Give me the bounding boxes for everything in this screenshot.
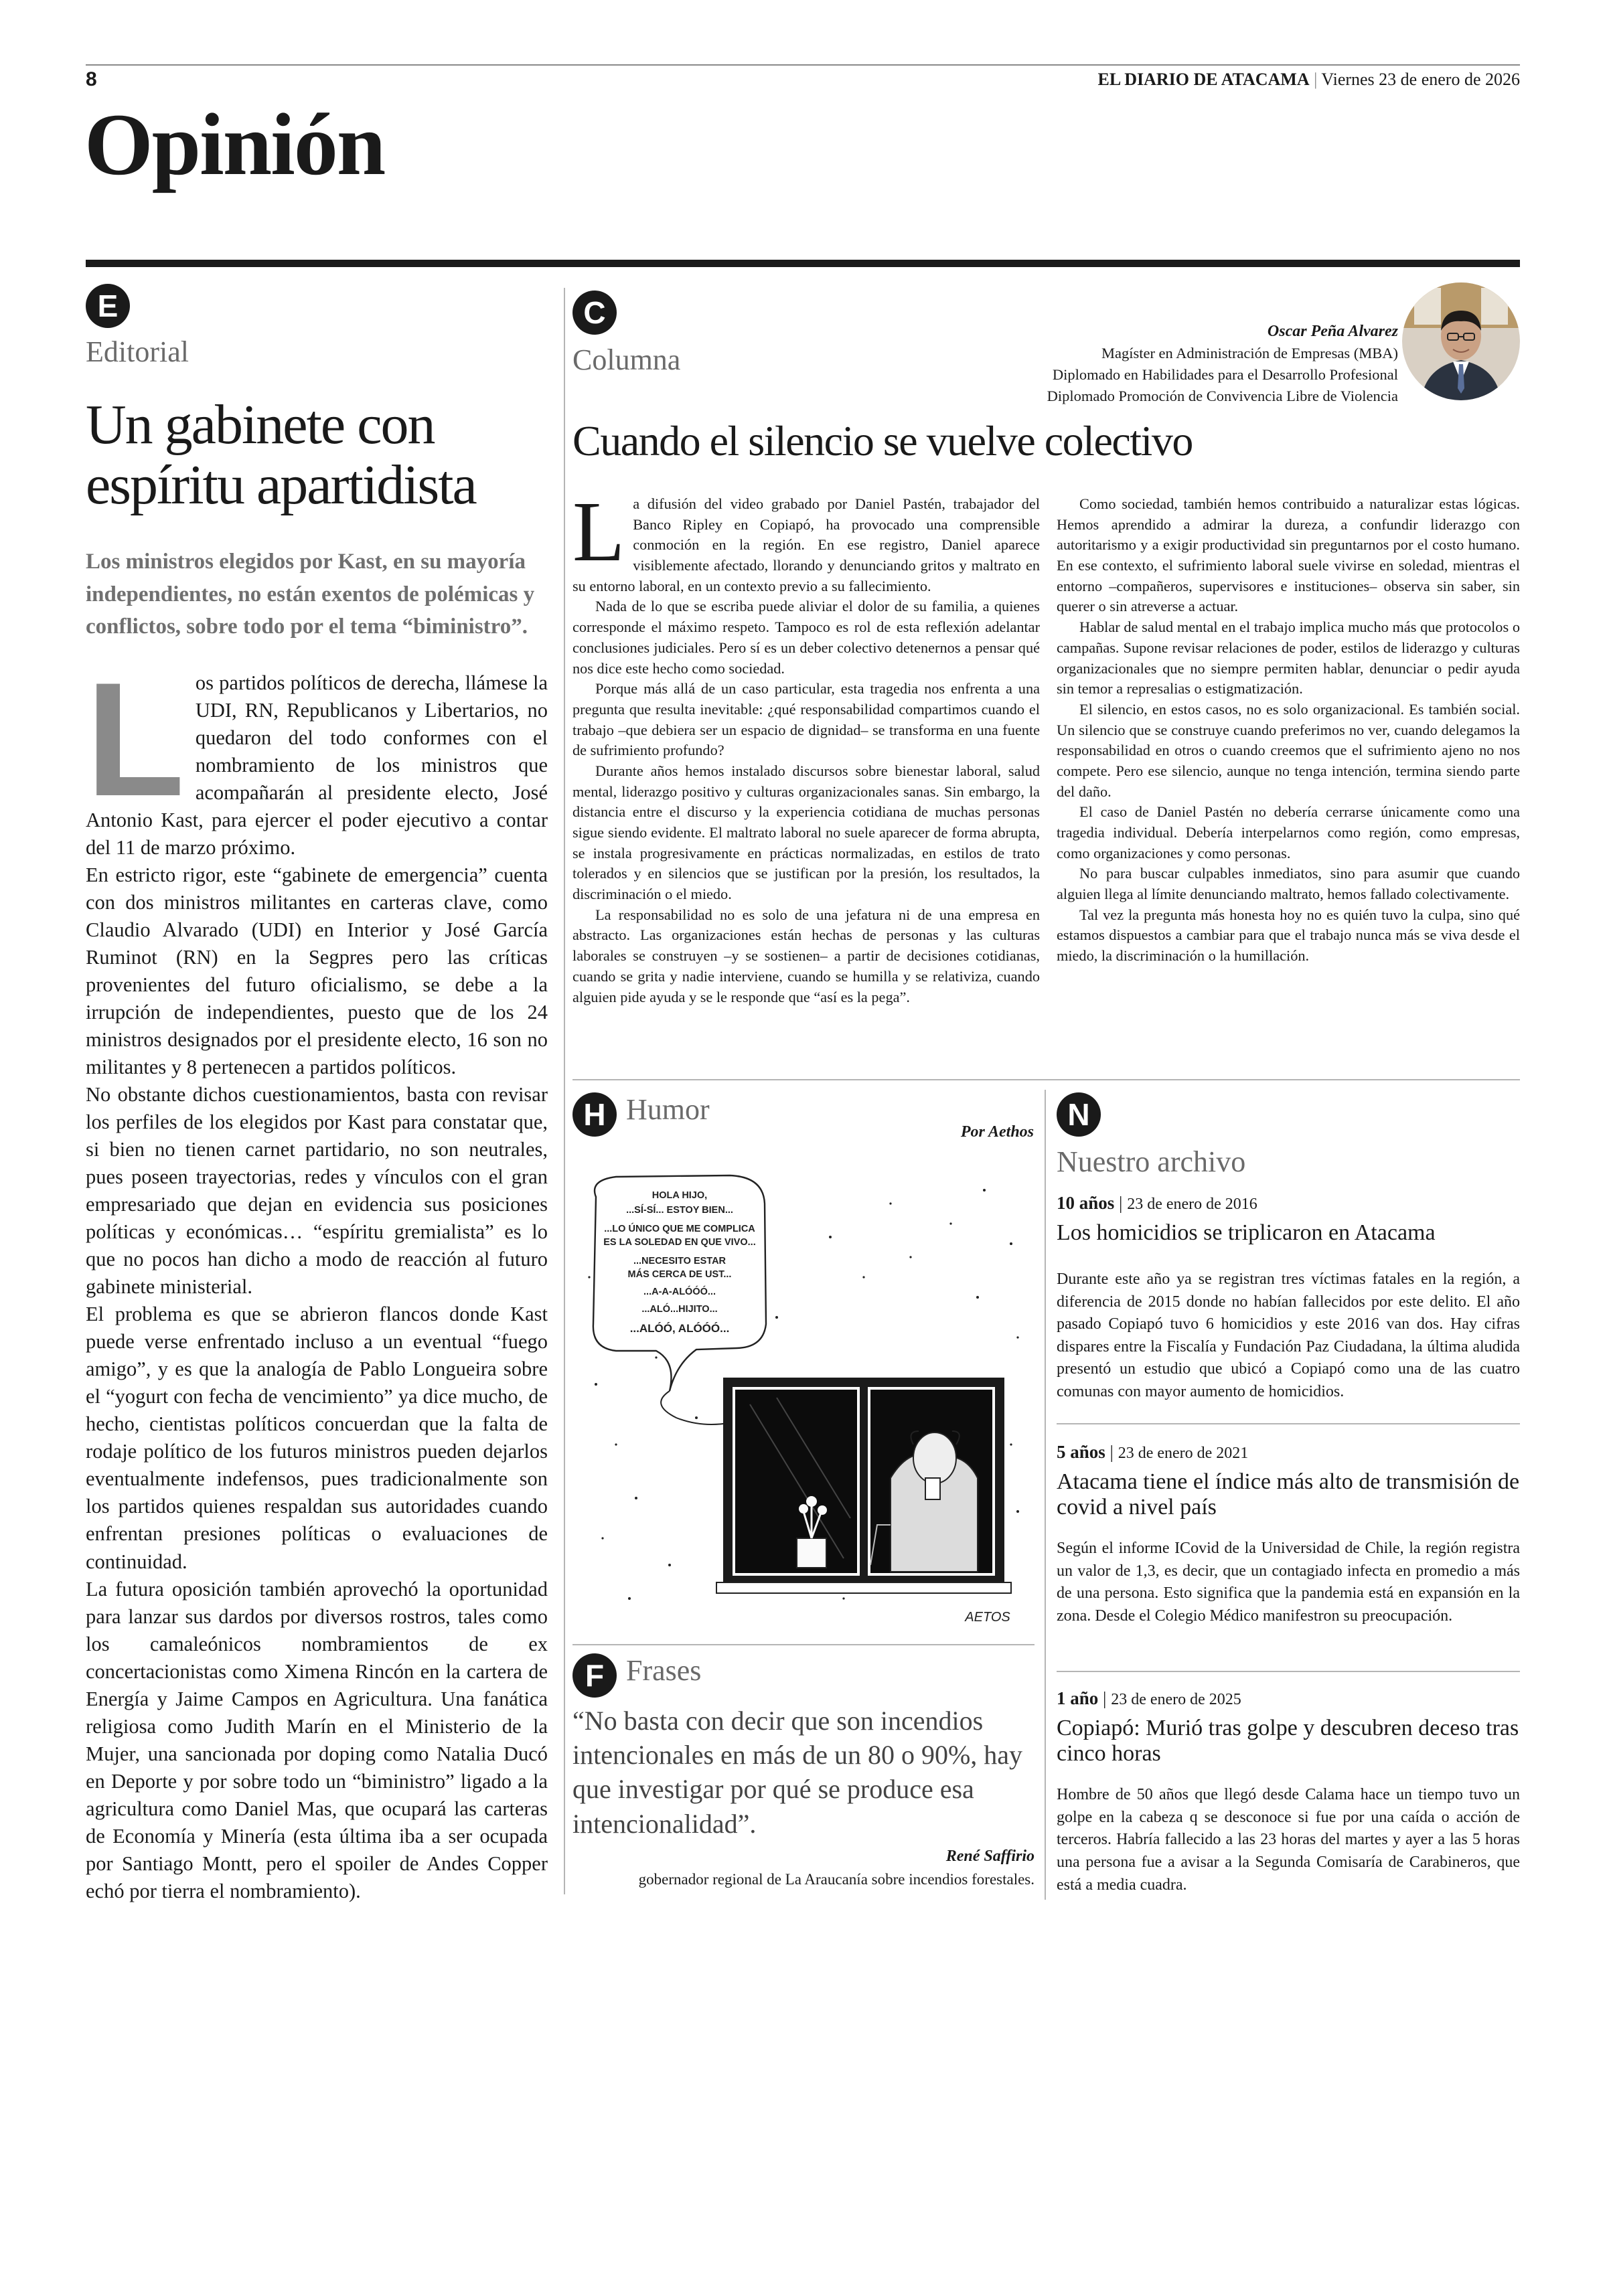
editorial-body [86,649,548,1905]
editorial-paragraph: El problema es que se abrieron flancos donde Kast puede verse enfrentado incluso a un eventual “fuego amigo”, y es que la analogía de Pablo Longueira sobre el “yogurt con fecha de vencimiento” ya dice mucho, de hecho, cientistas políticos concuerdan que la falta de rodaje político de los futuros ministros pueden dejarlos eventualmente indefensos, pues tradicionalmente son los partidos quienes respaldan sus autoridades cuando enfrentan presiones políticas o evaluaciones de continuidad. [86,1303,548,1573]
humor-bottom-rule [572,1644,1035,1645]
header-top-rule [86,64,1520,66]
archive-body: Según el informe ICovid de la Universidad de Chile, la región registra un valor de 1,3, es decir, que un contagiado infecta en promedio a más de una persona. Esto significa que la pandemia está en expansión en la zona. Desde el Colegio Médico manifestron su preocupación. [1057,1540,1520,1625]
column-paragraph: La responsabilidad no es solo de una jefatura ni de una empresa en abstracto. Las organizaciones están hechas de personas y las culturas laborales se construyen –y se sostienen– a partir de decisiones cotidianas, cuando se grita y nadie interviene, cuando se humilla y se relativiza, cuando alguien pide ayuda y se le responde que “así es la pega”. [572,906,1040,1005]
archive-date: 23 de enero de 2025 [1111,1691,1241,1708]
column-body-right [1057,494,1520,967]
archive-headline: Atacama tiene el índice más alto de transmisión de covid a nivel país [1057,1469,1520,1520]
editorial-headline: Un gabinete con espíritu apartidista [86,394,476,516]
column-paragraph: Porque más allá de un caso particular, esta tragedia nos enfrenta a una pregunta que resulta inevitable: ¿qué responsabilidad compartimos cuando el trabajo –que debiera ser un espacio de dignidad– se transforma en una fuente de sufrimiento profundo? [572,680,1040,759]
quote-author: René Saffirio [945,1848,1035,1865]
bubble-line: ...NECESITO ESTAR [633,1256,726,1266]
archive-divider [1045,1090,1046,1900]
editorial-paragraph: No obstante dichos cuestionamientos, basta con revisar los perfiles de los elegidos por Kast para constatar que, si bien no tienen carnet partidario, no son neutrales, pues poseen trayectorias, redes y vínculos con el gran empresariado que dejan en evidencia sus posiciones políticas y económicas… “espíritu gremialista” es lo que no pocos han dicho a modo de reacción al futuro gabinete ministerial. [86,1083,548,1299]
archive-body: Durante este año ya se registran tres víctimas fatales en la región, a diferencia de 2015 donde no habían fallecidos por este delito. El año pasado Copiapó tuvo 6 homicidios y este 2016 van dos. Hay cifras dispares entre la Fiscalía y Fundación Paz Ciudadana, la última aludida presentó un estudio que ubicó a Copiapó como una de las cuatro comunas con mayor aumento de homicidios. [1057,1270,1520,1401]
archive-headline: Los homicidios se triplicaron en Atacama [1057,1220,1436,1245]
column-label: Columna [572,343,681,376]
column-paragraph: Hablar de salud mental en el trabajo implica mucho más que protocolos o campañas. Supone revisar relaciones de poder, estilos de liderazgo y culturas organizacionales que no siempre permiten hablar, denunciar o pedir ayuda sin temor a represalias o estigmatización. [1057,619,1520,698]
editorial-label: Editorial [86,335,189,368]
quote-author-role: gobernador regional de La Araucanía sobre incendios forestales. [638,1871,1035,1888]
quote-text: “No basta con decir que son incendios intencionales en más de un 80 o 90%, hay que investigar por qué se produce esa intencionalidad”. [572,1706,1023,1839]
archive-meta-separator: | [1103,1688,1112,1708]
archive-item [1057,1442,1520,1628]
archive-meta-separator: | [1109,1442,1118,1462]
author-credential: Diplomado Promoción de Convivencia Libre de Violencia [1047,387,1398,404]
column-paragraph: Como sociedad, también hemos contribuido a naturalizar estas lógicas. Hemos aprendido a admirar la dureza, a confundir liderazgo con autoritarismo y a exigir productividad sin preguntarnos por el costo humano. En ese contexto, el sufrimiento laboral suele vivirse en soledad, mientras el entorno –compañeros, supervisores e instituciones– observa sin saber, sin querer o sin atreverse a actuar. [1057,495,1520,615]
archive-body: Hombre de 50 años que llegó desde Calama hace un tiempo tuvo un golpe en la cabeza q se desconoce si fue por una caída o acción de terceros. Habría fallecido a las 23 horas del martes y ayer a las 5 horas una persona fue a avisar a la Segunda Comisaría de Carabineros, que está a media cuadra. [1057,1786,1520,1894]
archive-item-meta [1057,1193,1520,1214]
newspaper-name: EL DIARIO DE ATACAMA [1097,70,1310,89]
editorial-paragraph: En estricto rigor, este “gabinete de emergencia” cuenta con dos ministros militantes en carteras clave, como Claudio Alvarado (UDI) en Interior y José García Ruminot (RN) en la Segpres pero las críticas provenientes del futuro oficialismo, se debe a la irrupción de independientes, puesto que de los 24 ministros designados por el presidente electo, 16 son no militantes y 8 pertenecen a partidos políticos. [86,864,548,1079]
column-paragraph: Durante años hemos instalado discursos sobre bienestar laboral, salud mental, liderazgo positivo y culturas organizacionales sanas. Sin embargo, la distancia entre el discurso y la experiencia cotidiana de muchas personas sigue siendo evidente. El maltrato laboral no suele aparecer de forma abrupta, se instala progresivamente en prácticas normalizadas, en estilos de trato tolerados y en silencios que se justifican por la presión, los resultados, la discriminación o el miedo. [572,762,1040,903]
archive-item-meta [1057,1688,1520,1709]
column-paragraph: El caso de Daniel Pastén no debería cerrarse únicamente como una tragedia individual. Debería interpelarnos como región, como empresas, como organizaciones y como personas. [1057,803,1520,862]
quotes-badge: F [572,1653,617,1698]
column-paragraph: Nada de lo que se escriba puede aliviar el dolor de su familia, a quienes corresponde el máximo respeto. Tampoco es rol de esta reflexión adelantar conclusiones judiciales. Pero sí es un deber colectivo detenernos a pensar qué nos dice este hecho como sociedad. [572,598,1040,677]
window-drawing [716,1378,1011,1593]
column-drop-cap: L [572,484,625,579]
bubble-line: HOLA HIJO, [652,1190,708,1201]
bubble-line: ...A-A-ALÓÓÓ... [643,1287,716,1297]
archive-years: 5 años [1057,1442,1105,1462]
archive-item [1057,1688,1520,1896]
column-paragraph: Tal vez la pregunta más honesta hoy no es quién tuvo la culpa, sino qué estamos dispuestos a cambiar para que el trabajo nunca más se viva desde el miedo, la discriminación o la humillación. [1057,906,1520,965]
section-title: Opinión [84,95,385,193]
bubble-line: ...SÍ-SÍ... ESTOY BIEN... [626,1205,733,1216]
masthead-separator: | [1314,70,1322,89]
author-name: Oscar Peña Alvarez [1267,323,1398,340]
bubble-line: ES LA SOLEDAD EN QUE VIVO... [603,1237,756,1248]
bubble-line: ...ALÓÓ, ALÓÓÓ... [629,1322,730,1335]
editorial-lead: Los ministros elegidos por Kast, en su mayoría independientes, no están exentos de polémicas y conflictos, sobre todo por el tema “biministro”. [86,550,535,639]
humor-label: Humor [626,1093,710,1126]
archive-item-rule [1057,1671,1520,1672]
bubble-line: ...LO ÚNICO QUE ME COMPLICA [604,1224,755,1234]
cartoon-signature: AETOS [965,1610,1010,1625]
column-paragraph: La difusión del video grabado por Daniel Pastén, trabajador del Banco Ripley en Copiapó, ha provocado una comprensible conmoción en la región. En ese registro, Daniel aparece visiblemente afectado, llorando y denunciando gritos y maltrato en su entorno laboral, en un contexto previo a su fallecimiento. [572,484,1040,594]
column-body-left [572,484,1040,1007]
archive-item-rule [1057,1423,1520,1424]
archive-item-meta [1057,1442,1520,1463]
editorial-badge: E [86,284,130,328]
cartoon-illustration [576,1163,1038,1632]
editorial-drop-cap: L [86,649,185,830]
editorial-paragraph: Los partidos políticos de derecha, llámese la UDI, RN, Republicanos y Libertarios, no quedaron del todo conformes con el nombramiento de los ministros que acompañarán al presidente electo, José Antonio Kast, para ejercer el poder ejecutivo a contar del 11 de marzo próximo. [86,649,548,859]
humor-byline: Por Aethos [960,1123,1034,1141]
archive-headline: Copiapó: Murió tras golpe y descubren deceso tras cinco horas [1057,1716,1519,1767]
quotes-label: Frases [626,1654,702,1687]
column-badge: C [572,291,617,335]
column-bottom-rule [572,1079,1520,1080]
author-credential: Diplomado en Habilidades para el Desarrollo Profesional [1052,366,1398,384]
column-paragraph: El silencio, en estos casos, no es solo organizacional. Es también social. Un silencio que se construye cuando preferimos no ver, cuando delegamos la responsabilidad en otros o cuando creemos que el sufrimiento ajeno no nos compete. Pero ese silencio, aunque no tenga intención, termina siendo parte del daño. [1057,700,1520,800]
editorial-paragraph: La futura oposición también aprovechó la oportunidad para lanzar sus dardos por diversos rostros, tales como los camaleónicos nombramientos de ex concertacionistas como Ximena Rincón en la cartera de Energía y Jaime Campos en Agricultura. Una fanática religiosa como Judith Marín en el Ministerio de la Mujer, una sancionada por doping como Natalia Ducó en Deporte y por sobre todo un “biministro” ligado a la agricultura como Daniel Mas, que ocupará las carteras de Economía y Minería (esta última iba a ser ocupada por Santiago Montt, pero el spoiler de Andes Copper echó por tierra el nombramiento). [86,1577,548,1902]
editorial-column-divider [564,288,565,1894]
archive-years: 10 años [1057,1193,1115,1213]
archive-years: 1 año [1057,1688,1099,1708]
humor-badge: H [572,1092,617,1137]
author-photo [1401,281,1521,402]
author-block [911,320,1398,407]
bubble-line: ...ALÓ...HIJITO... [641,1304,718,1315]
page-number: 8 [86,68,97,90]
archive-badge: N [1057,1092,1101,1137]
bubble-line: MÁS CERCA DE UST... [627,1269,732,1280]
archive-date: 23 de enero de 2021 [1118,1445,1249,1462]
archive-date: 23 de enero de 2016 [1127,1196,1257,1213]
archive-label: Nuestro archivo [1057,1145,1246,1178]
archive-item [1057,1193,1520,1404]
masthead [1097,70,1520,90]
issue-date: Viernes 23 de enero de 2026 [1321,70,1520,89]
author-credential: Magíster en Administración de Empresas (MBA) [1101,345,1398,362]
column-paragraph: No para buscar culpables inmediatos, sino para asumir que cuando alguien llega al límite denunciando maltrato, hemos fallado colectivamente. [1057,865,1520,903]
archive-meta-separator: | [1119,1193,1128,1213]
header-thick-rule [86,260,1520,267]
column-headline: Cuando el silencio se vuelve colectivo [572,417,1193,465]
